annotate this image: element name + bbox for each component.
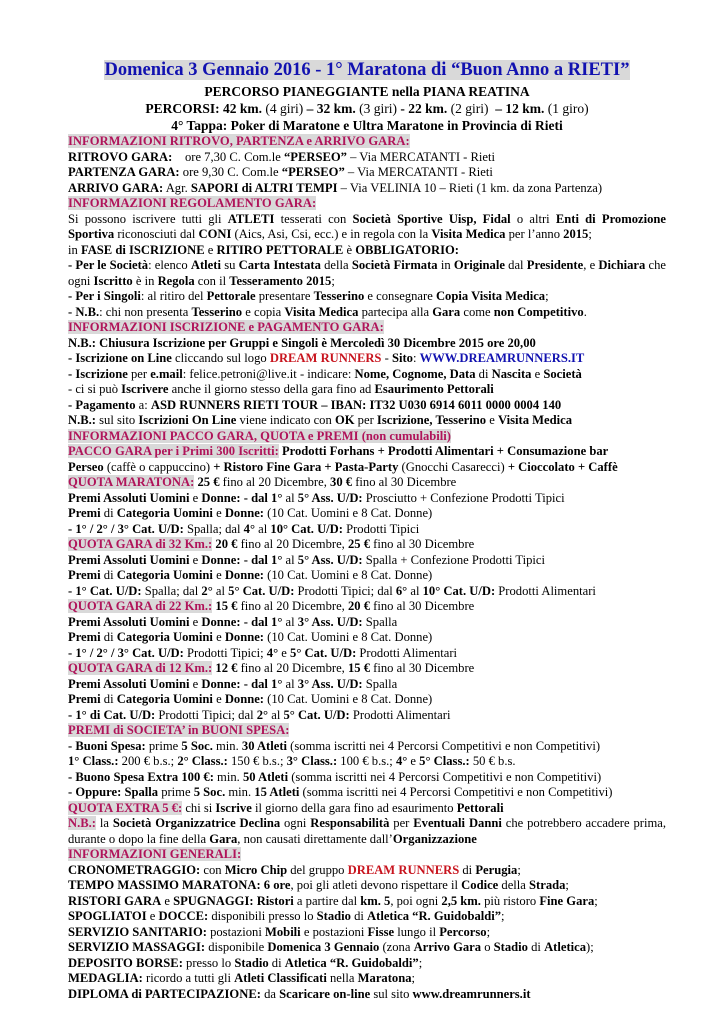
pacco-gara-line-2: Perseo (caffè o cappuccino) + Ristoro Fine Gara + Pasta-Party (Gnocchi Casarecci) + Cioccolato + Caffè [68,459,618,474]
section-pacco: INFORMAZIONI PACCO GARA, QUOTA e PREMI (non cumulabili) [68,428,451,443]
oppure-spalla: - Oppure: Spalla prime 5 Soc. min. 15 Atleti (somma iscritti nei 4 Percorsi Competitivi e non Competitivi) [68,785,613,799]
premi-assoluti: Premi Assoluti Uomini e Donne: - dal 1° al 5° Ass. U/D: Prosciutto + Confezione Prodotti Tipici [68,490,565,505]
quota-maratona: QUOTA MARATONA: 25 € fino al 20 Dicembre, 30 € fino al 30 Dicembre [68,475,457,489]
pacco-gara-line: PACCO GARA per i Primi 300 Iscritti: Prodotti Forhans + Prodotti Alimentari + Consumazione bar [68,444,609,458]
ristori-gara: RISTORI GARA e SPUGNAGGI: Ristori a partire dal km. 5, poi ogni 2,5 km. più ristoro Fine Gara; [68,893,598,908]
regolamento-paragraph: Si possono iscrivere tutti gli ATLETI tesserati con Società Sportive Uisp, Fidal o altri Enti di Promozione Sportiva riconosciuti dal CONI (Aics, Asi, Csi, ecc.) e in regola con la Visita Medica per l’anno 2015; [68,211,666,241]
diploma: DIPLOMA di PARTECIPAZIONE: da Scaricare on-line sul sito www.dreamrunners.it [68,986,531,1001]
premi-assoluti: Premi Assoluti Uomini e Donne: - dal 1° al 3° Ass. U/D: Spalla [68,676,398,691]
premi-assoluti: Premi Assoluti Uomini e Donne: - dal 1° al 5° Ass. U/D: Spalla + Confezione Prodotti Tipici [68,552,546,567]
regolamento-nb: - N.B.: chi non presenta Tesserino e copia Visita Medica partecipa alla Gara come non Competitivo. [68,304,587,319]
quota-12km: QUOTA GARA di 12 Km.: 12 € fino al 20 Dicembre, 15 € fino al 30 Dicembre [68,661,475,675]
premi-cat-detail: - 1° / 2° / 3° Cat. U/D: Prodotti Tipici; 4° e 5° Cat. U/D: Prodotti Alimentari [68,645,458,660]
disclaimer-nb: N.B.: la Società Organizzatrice Declina ogni Responsabilità per Eventuali Danni che potrebbero accadere prima, durante o dopo la fine della Gara, non causati direttamente dall’Organizzazione [68,816,666,846]
premi-cat-detail: - 1° / 2° / 3° Cat. U/D: Spalla; dal 4° al 10° Cat. U/D: Prodotti Tipici [68,521,420,536]
website-link[interactable]: WWW.DREAMRUNNERS.IT [419,351,585,365]
classifica-buoni: 1° Class.: 200 € b.s.; 2° Class.: 150 € b.s.; 3° Class.: 100 € b.s.; 4° e 5° Class.: 50 € b.s. [68,754,516,768]
section-premi-societa: PREMI di SOCIETA’ in BUONI SPESA: [68,723,290,737]
premi-cat-detail: - 1° di Cat. U/D: Prodotti Tipici; dal 2° al 5° Cat. U/D: Prodotti Alimentari [68,707,451,722]
document-title: Domenica 3 Gennaio 2016 - 1° Maratona di “Buon Anno a RIETI” [104,60,630,80]
buono-extra: - Buono Spesa Extra 100 €: min. 50 Atleti (somma iscritti nei 4 Percorsi Competitivi e non Competitivi) [68,769,602,784]
regolamento-obbligatorio: in FASE di ISCRIZIONE e RITIRO PETTORALE è OBBLIGATORIO: [68,242,459,257]
regolamento-societa: - Per le Società: elenco Atleti su Carta Intestata della Società Firmata in Originale dal Presidente, e Dichiara che ogni Iscritto è in Regola con il Tesseramento 2015; [68,258,666,288]
iscrizione-online: - Iscrizione on Line cliccando sul logo DREAM RUNNERS - Sito: WWW.DREAMRUNNERS.IT [68,351,585,365]
chiusura-iscrizione: N.B.: Chiusura Iscrizione per Gruppi e Singoli è Mercoledì 30 Dicembre 2015 ore 20,00 [68,335,536,350]
tappa-line: 4° Tappa: Poker di Maratone e Ultra Maratone in Provincia di Rieti [171,118,563,133]
section-ritrovo: INFORMAZIONI RITROVO, PARTENZA e ARRIVO GARA: [68,134,410,148]
premi-categoria: Premi di Categoria Uomini e Donne: (10 Cat. Uomini e 8 Cat. Donne) [68,692,433,706]
partenza-line: PARTENZA GARA: ore 9,30 C. Com.le “PERSEO” – Via MERCATANTI - Rieti [68,165,493,179]
servizio-massaggi: SERVIZIO MASSAGGI: disponibile Domenica 3 Gennaio (zona Arrivo Gara o Stadio di Atletica); [68,940,594,954]
servizio-sanitario: SERVIZIO SANITARIO: postazioni Mobili e postazioni Fisse lungo il Percorso; [68,924,491,939]
diploma-site-link[interactable]: www.dreamrunners.it [412,986,531,1001]
regolamento-singoli: - Per i Singoli: al ritiro del Pettorale presentare Tesserino e consegnare Copia Visita Medica; [68,289,549,303]
section-regolamento: INFORMAZIONI REGOLAMENTO GARA: [68,196,317,210]
medaglia: MEDAGLIA: ricordo a tutti gli Atleti Classificati nella Maratona; [68,971,416,985]
deposito-borse: DEPOSITO BORSE: presso lo Stadio di Atletica “R. Guidobaldi”; [68,955,423,970]
quota-32km: QUOTA GARA di 32 Km.: 20 € fino al 20 Dicembre, 25 € fino al 30 Dicembre [68,537,475,551]
section-generali: INFORMAZIONI GENERALI: [68,847,242,861]
premi-categoria: Premi di Categoria Uomini e Donne: (10 Cat. Uomini e 8 Cat. Donne) [68,506,433,520]
buoni-spesa: - Buoni Spesa: prime 5 Soc. min. 30 Atleti (somma iscritti nei 4 Percorsi Competitivi e non Competitivi) [68,738,601,753]
percorsi-line: PERCORSI: 42 km. (4 giri) – 32 km. (3 giri) - 22 km. (2 giri) – 12 km. (1 giro) [145,101,589,116]
premi-categoria: Premi di Categoria Uomini e Donne: (10 Cat. Uomini e 8 Cat. Donne) [68,630,433,644]
pagamento-iban: - Pagamento a: ASD RUNNERS RIETI TOUR – IBAN: IT32 U030 6914 6011 0000 0004 140 [68,397,562,412]
premi-assoluti: Premi Assoluti Uomini e Donne: - dal 1° al 3° Ass. U/D: Spalla [68,614,398,629]
quota-extra: QUOTA EXTRA 5 €: chi si Iscrive il giorno della gara fino ad esaurimento Pettorali [68,800,504,815]
spogliatoi: SPOGLIATOI e DOCCE: disponibili presso lo Stadio di Atletica “R. Guidobaldi”; [68,909,505,923]
section-iscrizione: INFORMAZIONI ISCRIZIONE e PAGAMENTO GARA: [68,320,384,334]
iscrizione-email: - Iscrizione per e.mail: felice.petroni@live.it - indicare: Nome, Cognome, Data di Nascita e Società [68,366,582,381]
ritrovo-line: RITROVO GARA: ore 7,30 C. Com.le “PERSEO” – Via MERCATANTI - Rieti [68,149,496,164]
cronometraggio: CRONOMETRAGGIO: con Micro Chip del gruppo DREAM RUNNERS di Perugia; [68,862,521,877]
iscrizione-stesso-giorno: - ci si può Iscrivere anche il giorno stesso della gara fino ad Esaurimento Pettorali [68,382,494,396]
premi-cat-detail: - 1° Cat. U/D: Spalla; dal 2° al 5° Cat. U/D: Prodotti Tipici; dal 6° al 10° Cat. U/D: Prodotti Alimentari [68,583,596,598]
subtitle: PERCORSO PIANEGGIANTE nella PIANA REATINA [204,84,530,99]
tempo-massimo: TEMPO MASSIMO MARATONA: 6 ore, poi gli atleti devono rispettare il Codice della Strada; [68,878,569,892]
premi-categoria: Premi di Categoria Uomini e Donne: (10 Cat. Uomini e 8 Cat. Donne) [68,568,433,582]
iscrizione-nb: N.B.: sul sito Iscrizioni On Line viene indicato con OK per Iscrizione, Tesserino e Visita Medica [68,413,572,427]
quota-22km: QUOTA GARA di 22 Km.: 15 € fino al 20 Dicembre, 20 € fino al 30 Dicembre [68,599,475,613]
arrivo-line: ARRIVO GARA: Agr. SAPORI di ALTRI TEMPI – Via VELINIA 10 – Rieti (1 km. da zona Partenza) [68,180,603,195]
